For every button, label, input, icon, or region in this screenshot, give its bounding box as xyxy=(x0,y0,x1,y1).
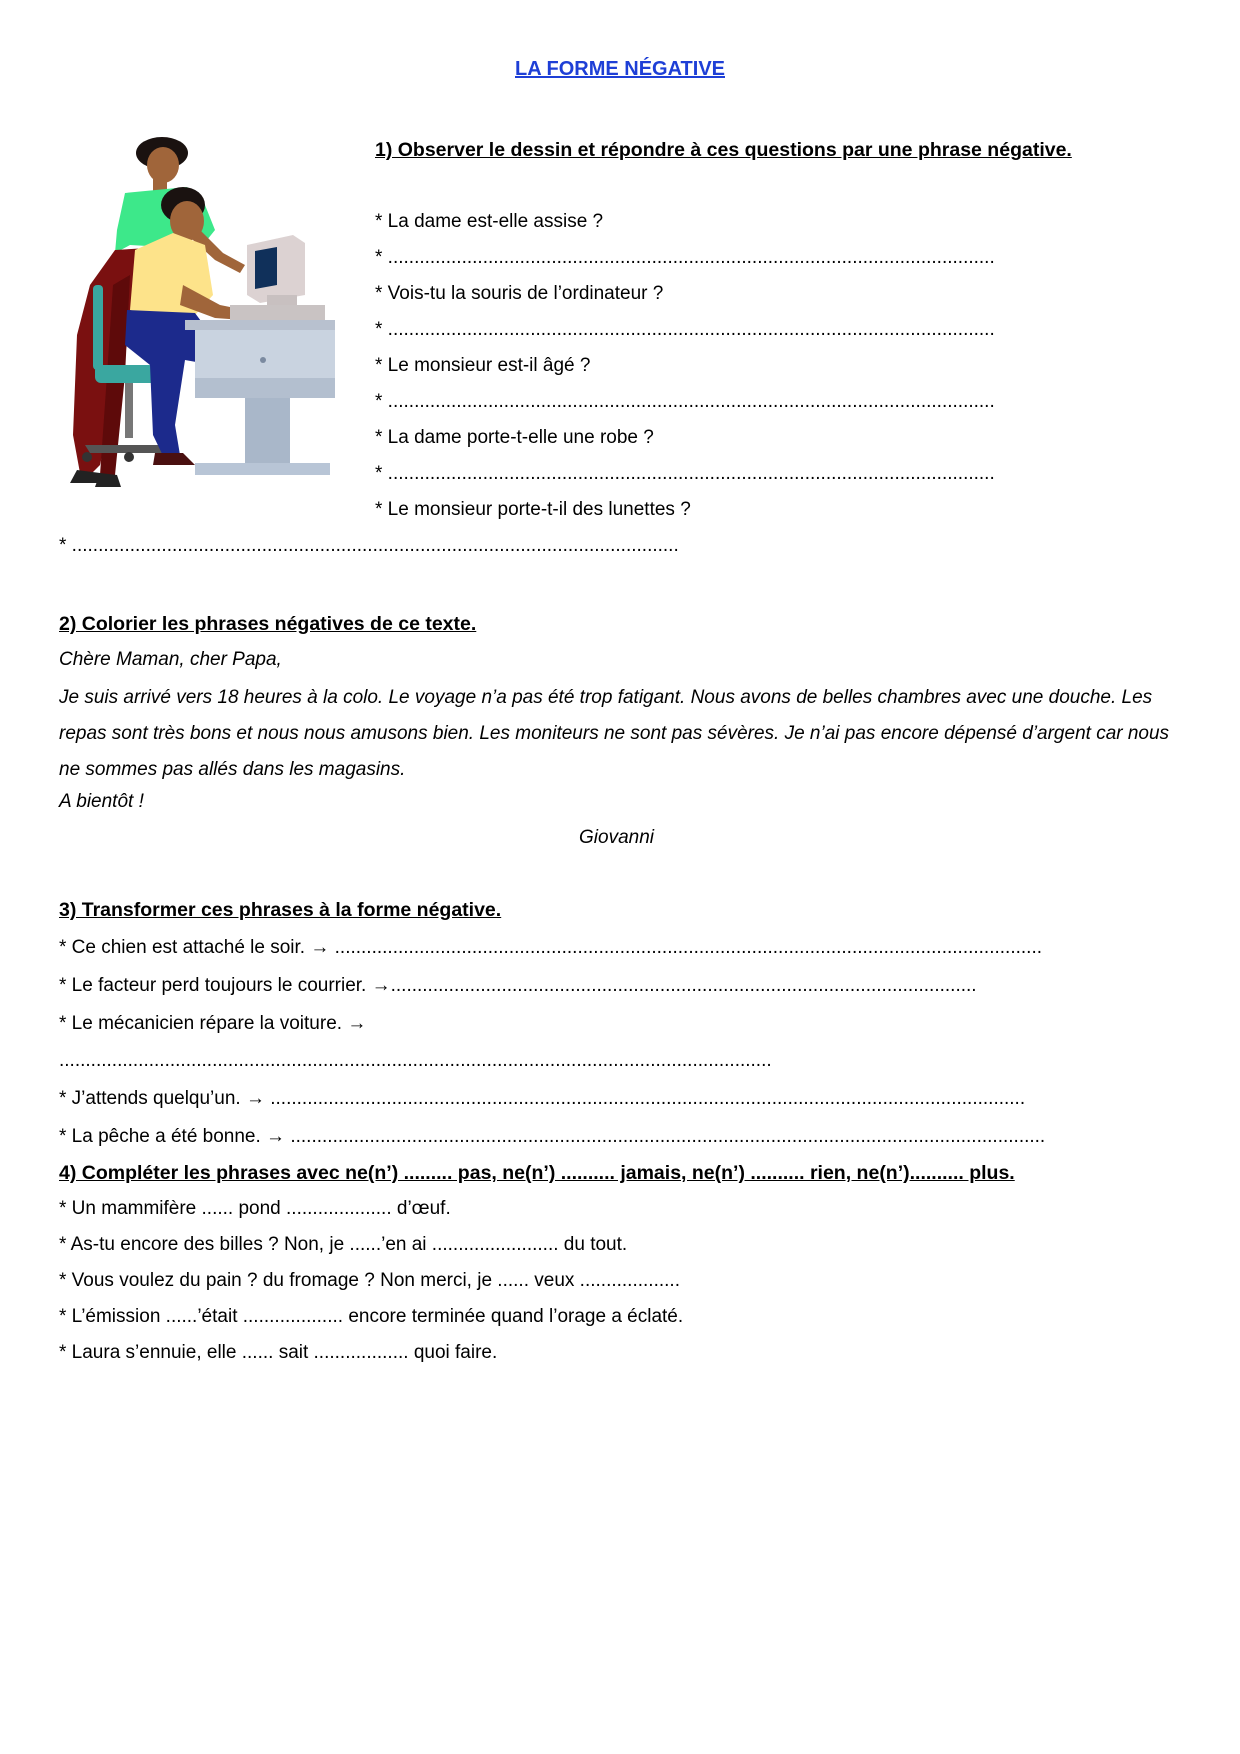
s1-answer-line-3: * ................................................................................................................... xyxy=(375,391,995,412)
letter-closing: A bientôt ! xyxy=(59,791,144,812)
s3-line-1: * Ce chien est attaché le soir. → ...................................................................................................................................... xyxy=(59,937,1042,958)
s3-line-5: * La pêche a été bonne. → ............................................................................................................................................... xyxy=(59,1126,1046,1147)
s1-answer-line-4: * ................................................................................................................... xyxy=(375,463,995,484)
s1-line-4: * La dame porte-t-elle une robe ? xyxy=(375,427,654,448)
woman-and-man-at-computer-illustration xyxy=(55,135,380,535)
section4-heading: 4) Compléter les phrases avec ne(n’) ......... pas, ne(n’) .......... jamais, ne(n’) .......... rien, ne(n’).......... plus. xyxy=(59,1162,1015,1184)
s3-line-3-answer: ....................................................................................................................................... xyxy=(59,1050,772,1071)
section3-heading: 3) Transformer ces phrases à la forme négative. xyxy=(59,899,502,921)
s3-line-3: * Le mécanicien répare la voiture. → xyxy=(59,1013,367,1034)
s4-line-2: * As-tu encore des billes ? Non, je ......’en ai ........................ du tout. xyxy=(59,1234,628,1255)
s4-line-5: * Laura s’ennuie, elle ...... sait .................. quoi faire. xyxy=(59,1342,498,1363)
page-title: LA FORME NÉGATIVE xyxy=(515,58,725,80)
s3-line-2: * Le facteur perd toujours le courrier. →............................................................................................................... xyxy=(59,975,977,996)
section1-heading: 1) Observer le dessin et répondre à ces questions par une phrase négative. xyxy=(375,139,1072,161)
section2-heading: 2) Colorier les phrases négatives de ce texte. xyxy=(59,613,477,635)
s1-line-2: * Vois-tu la souris de l’ordinateur ? xyxy=(375,283,664,304)
letter-greeting: Chère Maman, cher Papa, xyxy=(59,649,282,670)
s1-answer-line-2: * ................................................................................................................... xyxy=(375,319,995,340)
s1-answer-line-1: * ................................................................................................................... xyxy=(375,247,995,268)
s4-line-4: * L’émission ......’était ................... encore terminée quand l’orage a éclaté. xyxy=(59,1306,684,1327)
s1-line-3: * Le monsieur est-il âgé ? xyxy=(375,355,591,376)
s1-answer-line-5: * ................................................................................................................... xyxy=(59,535,679,556)
s3-line-4: * J’attends quelqu’un. → ............................................................................................................................................... xyxy=(59,1088,1026,1109)
s4-line-3: * Vous voulez du pain ? du fromage ? Non merci, je ...... veux ................... xyxy=(59,1270,680,1291)
s1-line-5: * Le monsieur porte-t-il des lunettes ? xyxy=(375,499,691,520)
letter-signature: Giovanni xyxy=(579,827,654,848)
s1-line-1: * La dame est-elle assise ? xyxy=(375,211,604,232)
s4-line-1: * Un mammifère ...... pond .................... d’œuf. xyxy=(59,1198,451,1219)
letter-paragraph: Je suis arrivé vers 18 heures à la colo. Le voyage n’a pas été trop fatigant. Nous avons de belles chambres avec une douche. Les repas sont très bons et nous nous amusons bien. Les moniteurs ne sont pas sévères. Je n’ai pas encore dépensé d’argent car nous ne sommes pas allés dans les magasins. xyxy=(59,687,1170,780)
